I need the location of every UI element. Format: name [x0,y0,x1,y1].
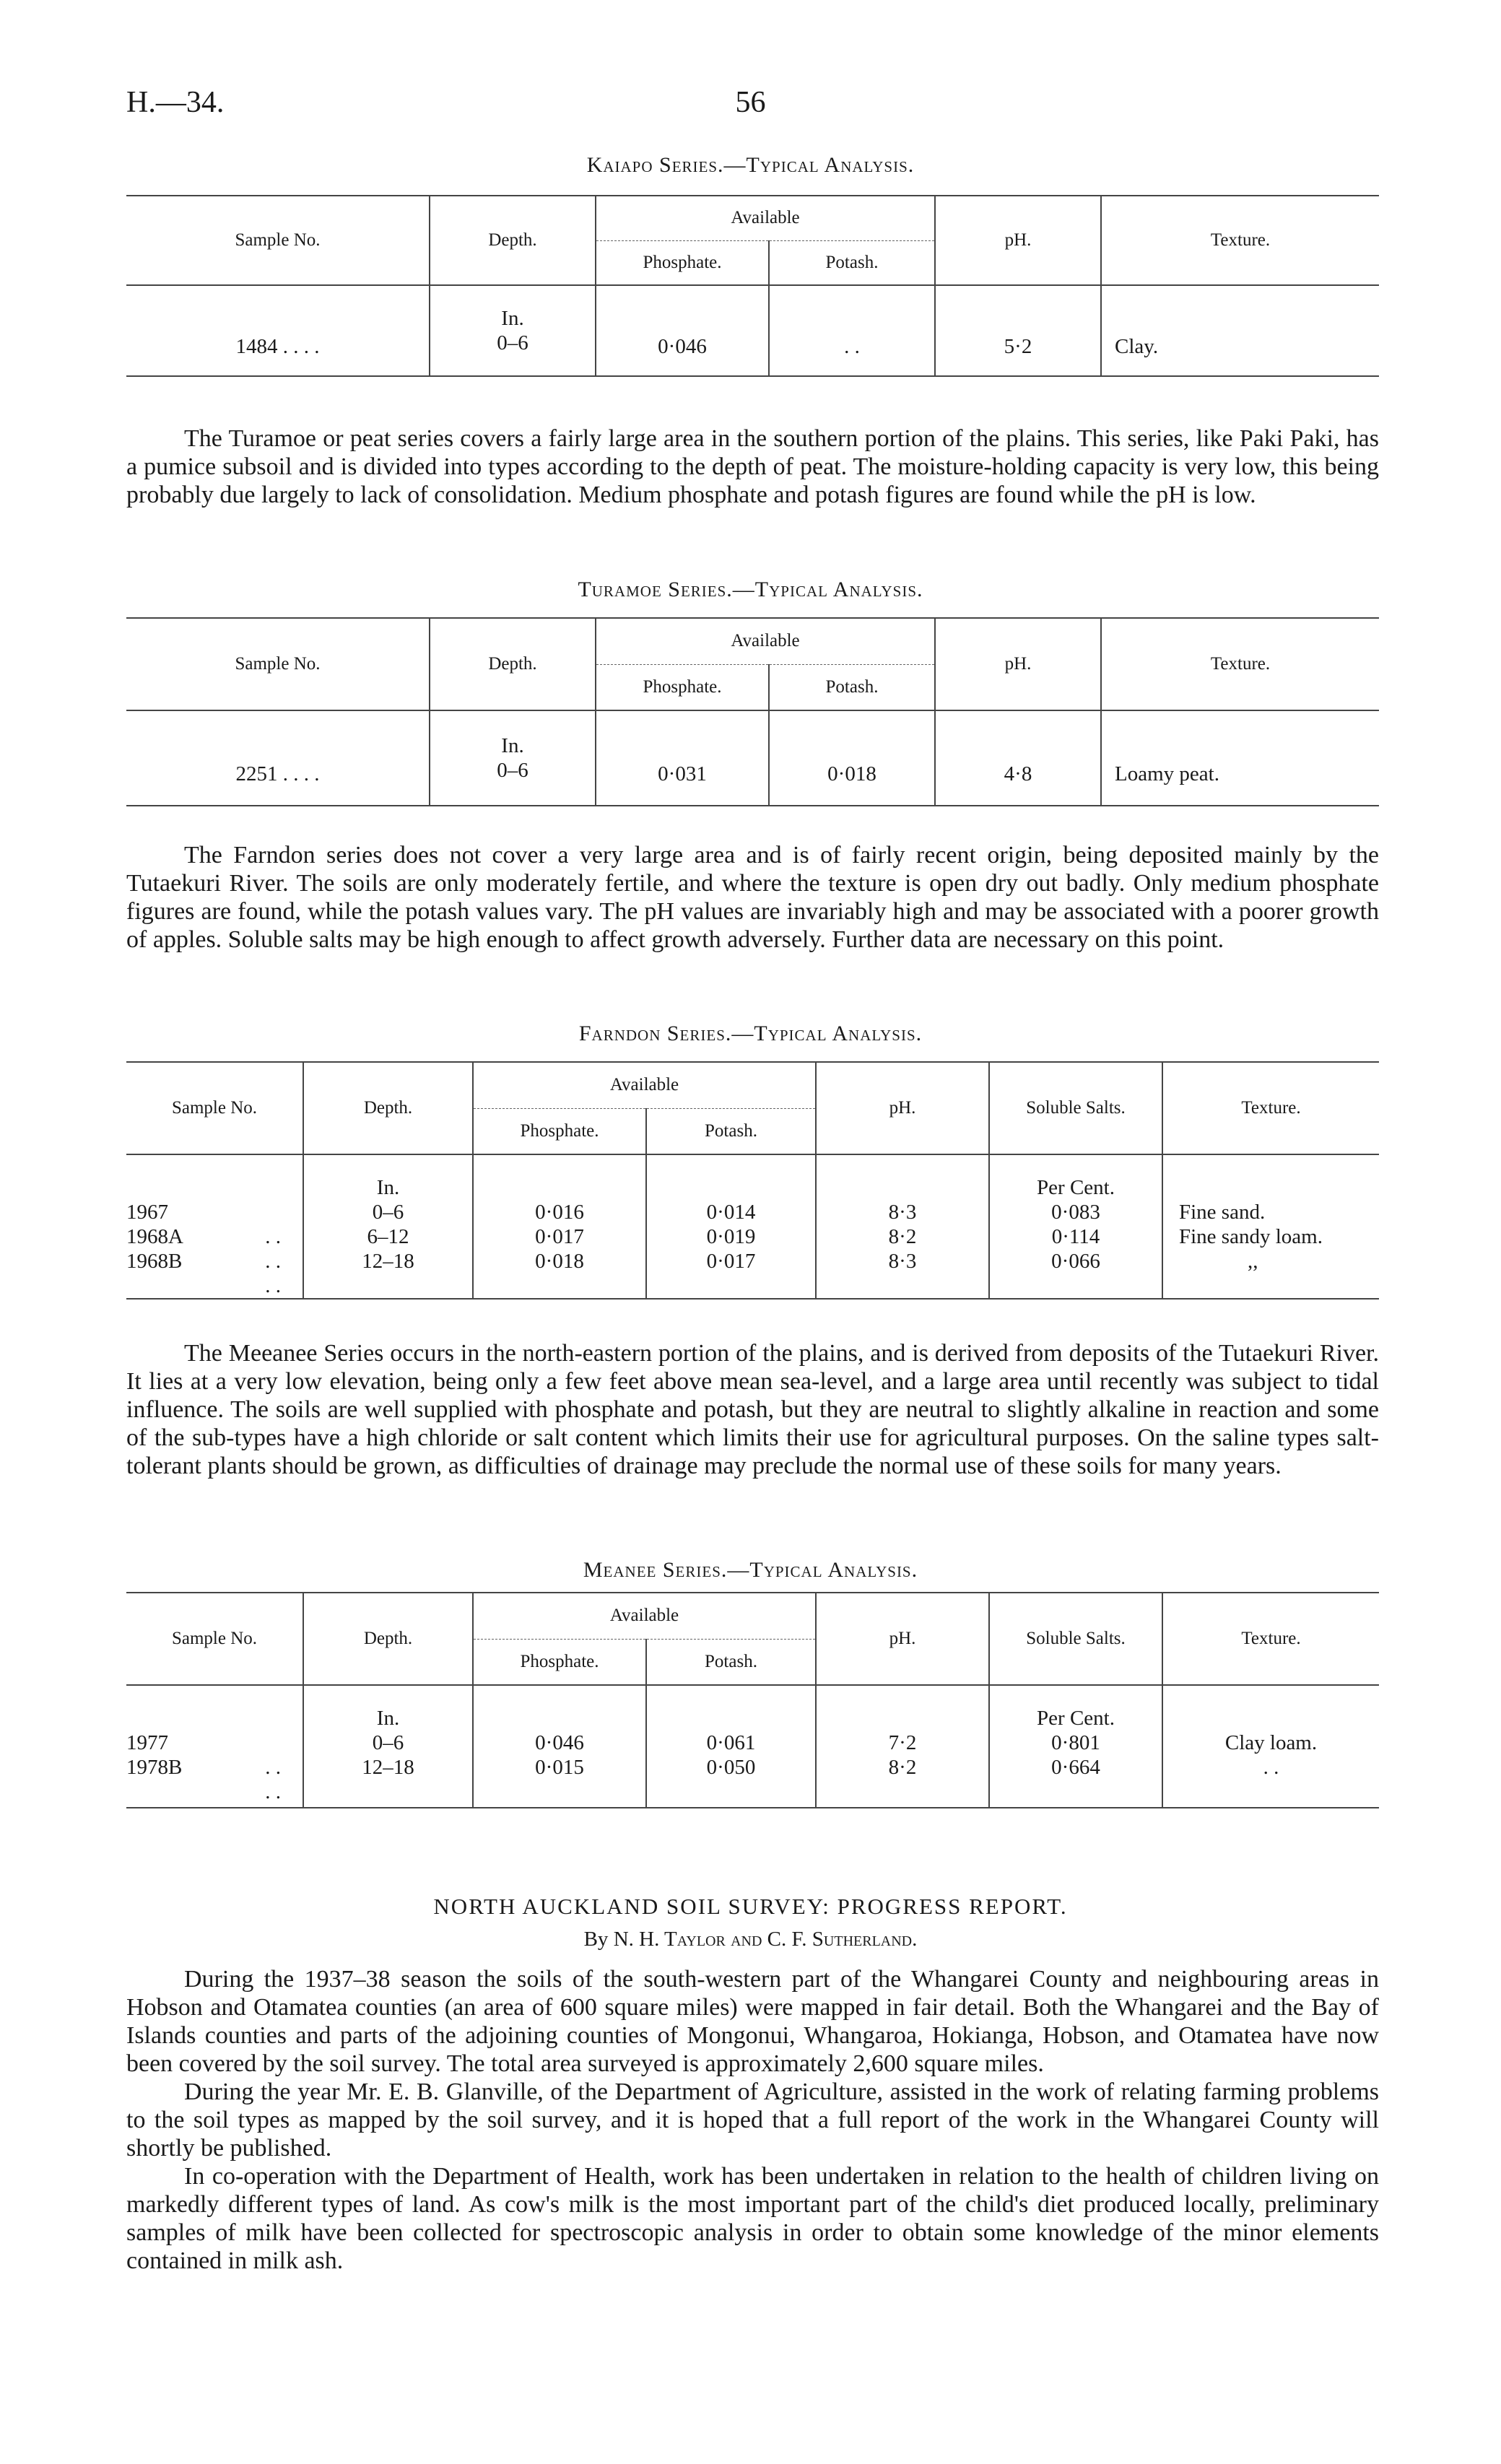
table-row [126,285,1379,376]
texture-column: Clay loam. . . [1162,1685,1379,1808]
header-ph: pH. [935,618,1101,710]
list-item: 1978B . . [126,1756,281,1803]
header-available: Available [596,196,935,240]
header-phosphate: Phosphate. [596,664,769,710]
header-ph: pH. [935,196,1101,285]
turamoe-table-caption: Turamoe Series.—Typical Analysis. [578,578,923,601]
potash-column: 0·061 0·050 [646,1685,816,1808]
depth-unit: In. [376,1176,400,1199]
header-potash: Potash. [769,240,935,285]
depth-value: 0–6 [497,759,528,782]
texture-value: Loamy peat. [1101,710,1379,806]
sample-column [126,1685,303,1808]
farndon-table-caption: Farndon Series.—Typical Analysis. [578,1022,923,1045]
farndon-analysis-table [126,1061,1379,1300]
page-number: 56 [735,86,766,119]
sample-column [126,1154,303,1299]
meanee-table-caption: Meanee Series.—Typical Analysis. [583,1558,918,1582]
header-phosphate: Phosphate. [473,1639,646,1685]
ph-value: 5·2 [935,285,1101,376]
kaiapo-table-caption: Kaiapo Series.—Typical Analysis. [586,153,915,177]
running-head: H.—34. [126,86,225,119]
header-sample: Sample No. [126,196,430,285]
table-row [126,710,1379,806]
list-item: 1968B . . [126,1250,281,1297]
header-potash: Potash. [769,664,935,710]
ph-value: 4·8 [935,710,1101,806]
salts-unit: Per Cent. [1037,1707,1115,1730]
depth-column: In. 0–6 12–18 [303,1685,473,1808]
section-title: NORTH AUCKLAND SOIL SURVEY: PROGRESS REPORT. [433,1894,1068,1919]
phosphate-value: 0·046 [596,285,769,376]
ph-column: 7·2 8·2 [816,1685,989,1808]
soluble-salts-column: Per Cent. 0·083 0·114 0·066 [989,1154,1162,1299]
leader-dots: . . . . [282,334,320,358]
ph-column: 8·3 8·2 8·3 [816,1154,989,1299]
header-sample: Sample No. [126,618,430,710]
depth-unit: In. [501,307,524,330]
phosphate-column: 0·016 0·017 0·018 [473,1154,646,1299]
texture-column: Fine sand. Fine sandy loam. ,, [1162,1154,1379,1299]
header-potash: Potash. [646,1639,816,1685]
header-ph: pH. [816,1593,989,1685]
byline: By N. H. Taylor and C. F. Sutherland. [583,1928,918,1951]
header-texture: Texture. [1162,1062,1379,1154]
header-available: Available [473,1593,816,1639]
authors: N. H. Taylor and C. F. Sutherland. [613,1928,918,1951]
meanee-analysis-table [126,1592,1379,1808]
sample-number: 2251 [235,762,278,785]
potash-column: 0·014 0·019 0·017 [646,1154,816,1299]
header-phosphate: Phosphate. [596,240,769,285]
header-texture: Texture. [1162,1593,1379,1685]
header-depth: Depth. [303,1062,473,1154]
salts-unit: Per Cent. [1037,1176,1115,1199]
list-item: 1967 . . [126,1201,281,1248]
header-depth: Depth. [303,1593,473,1685]
soluble-salts-column: Per Cent. 0·801 0·664 [989,1685,1162,1808]
header-ph: pH. [816,1062,989,1154]
texture-value: Clay. [1101,285,1379,376]
list-item: 1977 . . [126,1731,281,1779]
header-phosphate: Phosphate. [473,1108,646,1154]
paragraph-farndon: The Farndon series does not cover a very large area and is of fairly recent origin, being deposited mainly by the Tutaekuri River. The soils are only moderately fertile, and where the texture is open dry out badly. Only medium phosphate figures are found, while the potash values vary. The pH values are invariably high and may be associated with a poorer growth of apples. Soluble salts may be high enough to affect growth adversely. Further data are necessary on this point. [126,842,1379,953]
header-available: Available [473,1062,816,1108]
kaiapo-analysis-table [126,195,1379,377]
phosphate-value: 0·031 [596,710,769,806]
depth-unit: In. [501,734,524,757]
turamoe-analysis-table [126,617,1379,806]
header-sample: Sample No. [126,1593,303,1685]
paragraph-turamoe: The Turamoe or peat series covers a fairly large area in the southern portion of the plains. This series, like Paki Paki, has a pumice subsoil and is divided into types according to the depth of peat. The moisture-holding capacity is very low, this being probably due largely to lack of consolidation. Medium phosphate and potash figures are found while the pH is low. [126,425,1379,508]
header-soluble-salts: Soluble Salts. [989,1593,1162,1685]
phosphate-column: 0·046 0·015 [473,1685,646,1808]
leader-dots: . . . . [282,762,320,785]
header-sample: Sample No. [126,1062,303,1154]
list-item: 1968A . . [126,1225,281,1273]
paragraph-meanee: The Meeanee Series occurs in the north-eastern portion of the plains, and is derived from deposits of the Tutaekuri River. It lies at a very low elevation, being only a few feet above mean sea-level, and a large area until recently was subject to tidal influence. The soils are well supplied with phosphate and potash, but they are neutral to slightly alkaline in reaction and some of the sub-types have a high chloride or salt content which limits their use for agricultural purposes. On the saline types salt-tolerant plants should be grown, as difficulties of drainage may preclude the normal use of these soils for many years. [126,1340,1379,1479]
depth-unit: In. [376,1707,400,1730]
sample-number: 1484 [235,334,278,358]
paragraph-north-auckland: During the 1937–38 season the soils of the south-western part of the Whangarei County and neighbouring areas in Hobson and Otamatea counties (an area of 600 square miles) were mapped in fair detail. Both the Whangarei and the Bay of Islands counties and parts of the adjoining counties of Mongonui, Whangaroa, Hokianga, Hobson, and Otamatea have now been covered by the soil survey. The total area surveyed is approximately 2,600 square miles. During the year Mr. E. B. Glanville, of the Department of Agriculture, assisted in the work of relating farming problems to the soil types as mapped by the soil survey, and it is hoped that a full report of the work in the Whangarei County will shortly be published. In co-operation with the Department of Health, work has been undertaken in relation to the health of children living on markedly different types of land. As cow's milk is the most important part of the child's diet produced locally, preliminary samples of milk have been collected for spectroscopic analysis in order to obtain some knowledge of the minor elements contained in milk ash. [126,1966,1379,2274]
depth-column: In. 0–6 6–12 12–18 [303,1154,473,1299]
header-depth: Depth. [430,618,596,710]
header-texture: Texture. [1101,618,1379,710]
header-potash: Potash. [646,1108,816,1154]
potash-value: 0·018 [769,710,935,806]
header-texture: Texture. [1101,196,1379,285]
header-depth: Depth. [430,196,596,285]
header-soluble-salts: Soluble Salts. [989,1062,1162,1154]
depth-value: 0–6 [497,331,528,354]
potash-value: . . [769,285,935,376]
header-available: Available [596,618,935,664]
